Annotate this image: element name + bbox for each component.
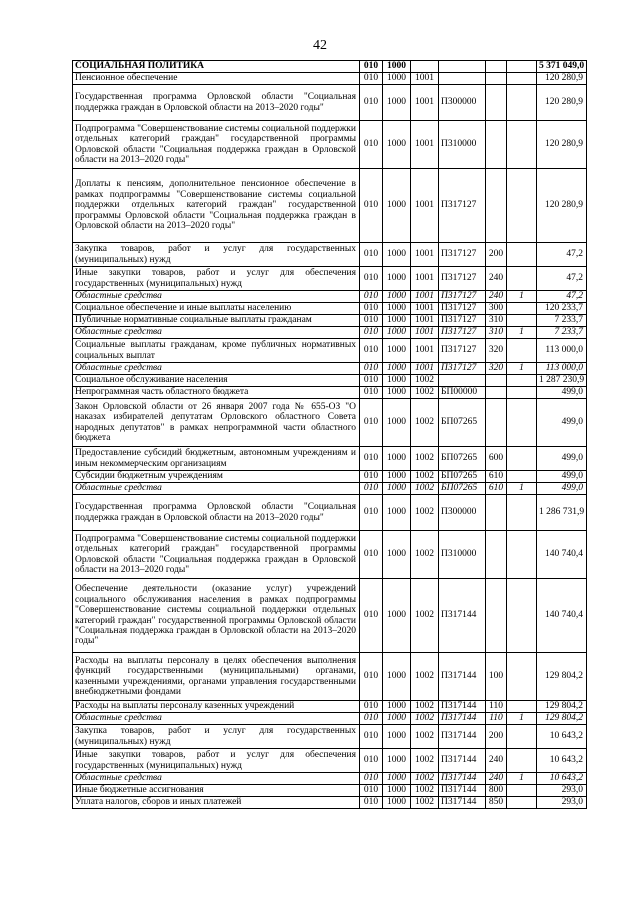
cell-name: Доплаты к пенсиям, дополнительное пенсионное обеспечение в рамках подпрограммы "Совершенствование системы социальной поддержки отдельных категорий граждан" государственной программы Орловской области "Социальная поддержка граждан в Орловской области на 2013–2020 годы" [73,169,360,243]
cell-pr: 1002 [411,531,439,579]
cell-sum: 499,0 [537,483,587,495]
cell-vr [486,61,507,73]
cell-name: Государственная программа Орловской области "Социальная поддержка граждан в Орловской области на 2013–2020 годы" [73,85,360,121]
cell-ist [507,471,537,483]
cell-name: Расходы на выплаты персоналу в целях обеспечения выполнения функций государственными (муниципальными) органами, казенными учреждениями, органами управления государственными внебюджетными фондами [73,653,360,701]
cell-csr: П317144 [439,701,486,713]
cell-rz: 1000 [383,387,411,399]
cell-rz: 1000 [383,483,411,495]
cell-rz: 1000 [383,531,411,579]
cell-vr [486,121,507,169]
cell-rz: 1000 [383,749,411,773]
cell-pr: 1002 [411,483,439,495]
cell-pr: 1002 [411,725,439,749]
table-row [73,399,587,447]
cell-csr: П310000 [439,531,486,579]
cell-vr: 240 [486,267,507,291]
cell-name: Иные закупки товаров, работ и услуг для обеспечения государственных (муниципальных) нужд [73,749,360,773]
cell-rz: 1000 [383,243,411,267]
cell-csr: П317127 [439,315,486,327]
cell-csr: БП07265 [439,399,486,447]
cell-pr: 1002 [411,447,439,471]
cell-csr: П317144 [439,653,486,701]
cell-ved: 010 [360,61,383,73]
table-row [73,653,587,701]
cell-name: Областные средства [73,483,360,495]
cell-csr: БП07265 [439,471,486,483]
cell-vr: 240 [486,291,507,303]
budget-table [72,60,587,809]
cell-vr: 320 [486,363,507,375]
cell-name: Социальное обеспечение и иные выплаты населению [73,303,360,315]
cell-vr: 320 [486,339,507,363]
cell-ist [507,797,537,809]
cell-ved: 010 [360,773,383,785]
cell-rz: 1000 [383,797,411,809]
cell-csr: П317127 [439,363,486,375]
cell-name: Областные средства [73,773,360,785]
cell-name: Публичные нормативные социальные выплаты гражданам [73,315,360,327]
cell-rz: 1000 [383,399,411,447]
cell-vr: 600 [486,447,507,471]
cell-pr: 1001 [411,267,439,291]
cell-pr: 1001 [411,121,439,169]
cell-pr: 1001 [411,303,439,315]
cell-rz: 1000 [383,303,411,315]
cell-csr: П317127 [439,303,486,315]
cell-ist: 1 [507,773,537,785]
cell-ved: 010 [360,243,383,267]
cell-ved: 010 [360,169,383,243]
cell-name: Областные средства [73,291,360,303]
cell-pr: 1001 [411,363,439,375]
cell-ved: 010 [360,797,383,809]
cell-name: Подпрограмма "Совершенствование системы социальной поддержки отдельных категорий граждан" государственной программы Орловской области "Социальная поддержка граждан в Орловской области на 2013–2020 годы" [73,531,360,579]
table-row [73,495,587,531]
table-row [73,483,587,495]
cell-csr: БП07265 [439,483,486,495]
cell-sum: 140 740,4 [537,531,587,579]
cell-sum: 120 280,9 [537,85,587,121]
cell-rz: 1000 [383,785,411,797]
cell-name: Иные закупки товаров, работ и услуг для обеспечения государственных (муниципальных) нужд [73,267,360,291]
cell-name: Областные средства [73,713,360,725]
cell-ved: 010 [360,749,383,773]
cell-pr: 1002 [411,701,439,713]
cell-ved: 010 [360,339,383,363]
cell-vr: 240 [486,749,507,773]
table-row [73,375,587,387]
cell-vr: 850 [486,797,507,809]
cell-name: Социальные выплаты гражданам, кроме публичных нормативных социальных выплат [73,339,360,363]
table-row [73,725,587,749]
cell-ved: 010 [360,327,383,339]
cell-sum: 47,2 [537,267,587,291]
cell-pr: 1002 [411,797,439,809]
cell-ist [507,653,537,701]
cell-name: Закупка товаров, работ и услуг для государственных (муниципальных) нужд [73,243,360,267]
cell-rz: 1000 [383,495,411,531]
table-row [73,797,587,809]
cell-sum: 47,2 [537,243,587,267]
cell-csr: П317127 [439,267,486,291]
cell-pr: 1002 [411,387,439,399]
cell-vr [486,495,507,531]
cell-sum: 120 233,7 [537,303,587,315]
cell-ist [507,579,537,653]
cell-ved: 010 [360,495,383,531]
cell-sum: 113 000,0 [537,363,587,375]
cell-pr: 1001 [411,73,439,85]
cell-rz: 1000 [383,85,411,121]
table-row [73,61,587,73]
cell-ist [507,303,537,315]
cell-sum: 129 804,2 [537,653,587,701]
cell-pr: 1002 [411,749,439,773]
cell-sum: 1 286 731,9 [537,495,587,531]
cell-sum: 120 280,9 [537,169,587,243]
cell-ved: 010 [360,387,383,399]
table-row [73,73,587,85]
cell-vr: 100 [486,653,507,701]
cell-csr: П317144 [439,579,486,653]
cell-csr: П317144 [439,785,486,797]
table-row [73,303,587,315]
cell-sum: 113 000,0 [537,339,587,363]
cell-ist [507,701,537,713]
cell-ist: 1 [507,327,537,339]
cell-name: Расходы на выплаты персоналу казенных учреждений [73,701,360,713]
table-row [73,471,587,483]
cell-name: Областные средства [73,327,360,339]
cell-csr [439,375,486,387]
cell-csr: П317144 [439,725,486,749]
table-row [73,85,587,121]
cell-ved: 010 [360,713,383,725]
cell-pr: 1002 [411,471,439,483]
cell-sum: 10 643,2 [537,749,587,773]
cell-pr: 1002 [411,653,439,701]
cell-rz: 1000 [383,339,411,363]
cell-rz: 1000 [383,315,411,327]
cell-sum: 140 740,4 [537,579,587,653]
cell-name: Государственная программа Орловской области "Социальная поддержка граждан в Орловской области на 2013–2020 годы" [73,495,360,531]
cell-ist [507,61,537,73]
table-row [73,713,587,725]
cell-ved: 010 [360,73,383,85]
cell-pr [411,61,439,73]
cell-vr [486,85,507,121]
table-row [73,327,587,339]
cell-name: Обеспечение деятельности (оказание услуг) учреждений социального обслуживания населения в рамках подпрограммы "Совершенствование системы социальной поддержки отдельных категорий граждан" государственной программы Орловской области "Социальная поддержка граждан в Орловской области на 2013–2020 годы" [73,579,360,653]
cell-sum: 5 371 049,0 [537,61,587,73]
cell-ist [507,725,537,749]
cell-ist [507,531,537,579]
table-row [73,363,587,375]
cell-vr [486,531,507,579]
cell-vr [486,375,507,387]
cell-ist [507,267,537,291]
cell-csr: П317127 [439,339,486,363]
cell-ist: 1 [507,713,537,725]
cell-name: Уплата налогов, сборов и иных платежей [73,797,360,809]
cell-csr: П317144 [439,797,486,809]
page-number: 42 [313,38,327,53]
cell-rz: 1000 [383,267,411,291]
cell-sum: 293,0 [537,797,587,809]
cell-vr: 110 [486,713,507,725]
cell-rz: 1000 [383,291,411,303]
cell-ist [507,85,537,121]
cell-ist [507,447,537,471]
cell-pr: 1002 [411,785,439,797]
cell-sum: 47,2 [537,291,587,303]
cell-ist: 1 [507,483,537,495]
cell-csr: П317144 [439,749,486,773]
cell-vr: 610 [486,483,507,495]
cell-rz: 1000 [383,375,411,387]
cell-rz: 1000 [383,773,411,785]
cell-sum: 499,0 [537,447,587,471]
cell-ved: 010 [360,85,383,121]
cell-vr: 240 [486,773,507,785]
cell-vr: 310 [486,327,507,339]
cell-ist: 1 [507,291,537,303]
cell-rz: 1000 [383,447,411,471]
cell-pr: 1002 [411,579,439,653]
cell-name: СОЦИАЛЬНАЯ ПОЛИТИКА [73,61,360,73]
cell-pr: 1001 [411,169,439,243]
cell-csr: П317127 [439,243,486,267]
cell-rz: 1000 [383,725,411,749]
cell-sum: 499,0 [537,471,587,483]
cell-sum: 293,0 [537,785,587,797]
cell-sum: 499,0 [537,387,587,399]
cell-pr: 1001 [411,327,439,339]
cell-csr: БП07265 [439,447,486,471]
cell-sum: 7 233,7 [537,327,587,339]
cell-ist [507,495,537,531]
cell-csr: П317144 [439,713,486,725]
cell-name: Подпрограмма "Совершенствование системы социальной поддержки отдельных категорий граждан" государственной программы Орловской области "Социальная поддержка граждан в Орловской области на 2013–2020 годы" [73,121,360,169]
cell-ved: 010 [360,531,383,579]
cell-vr: 110 [486,701,507,713]
cell-rz: 1000 [383,701,411,713]
table-row [73,749,587,773]
cell-ist [507,375,537,387]
cell-vr: 610 [486,471,507,483]
cell-rz: 1000 [383,327,411,339]
cell-sum: 129 804,2 [537,713,587,725]
cell-csr: П310000 [439,121,486,169]
cell-name: Закон Орловской области от 26 января 2007 года № 655-ОЗ "О наказах избирателей депутатам Орловского областного Совета народных депутатов" в рамках непрограммной части областного бюджета [73,399,360,447]
cell-ved: 010 [360,363,383,375]
cell-pr: 1002 [411,375,439,387]
cell-ist [507,169,537,243]
cell-rz: 1000 [383,653,411,701]
cell-vr [486,399,507,447]
cell-ist [507,749,537,773]
cell-pr: 1001 [411,85,439,121]
budget-table-body [73,61,587,809]
cell-vr [486,579,507,653]
cell-vr: 300 [486,303,507,315]
cell-ved: 010 [360,785,383,797]
cell-pr: 1001 [411,291,439,303]
cell-sum: 120 280,9 [537,121,587,169]
cell-vr: 200 [486,725,507,749]
table-row [73,387,587,399]
cell-rz: 1000 [383,73,411,85]
table-row [73,121,587,169]
cell-sum: 7 233,7 [537,315,587,327]
cell-vr [486,387,507,399]
table-row [73,701,587,713]
cell-pr: 1002 [411,495,439,531]
cell-ist [507,387,537,399]
cell-rz: 1000 [383,363,411,375]
cell-pr: 1002 [411,399,439,447]
cell-ved: 010 [360,483,383,495]
cell-vr [486,169,507,243]
cell-rz: 1000 [383,121,411,169]
cell-ved: 010 [360,267,383,291]
cell-pr: 1001 [411,243,439,267]
cell-sum: 10 643,2 [537,773,587,785]
cell-rz: 1000 [383,713,411,725]
table-row [73,579,587,653]
cell-name: Пенсионное обеспечение [73,73,360,85]
cell-ved: 010 [360,579,383,653]
cell-sum: 10 643,2 [537,725,587,749]
cell-rz: 1000 [383,471,411,483]
cell-rz: 1000 [383,579,411,653]
table-row [73,531,587,579]
table-row [73,773,587,785]
cell-ved: 010 [360,303,383,315]
cell-ved: 010 [360,375,383,387]
cell-ved: 010 [360,701,383,713]
table-row [73,339,587,363]
cell-ved: 010 [360,399,383,447]
cell-pr: 1001 [411,339,439,363]
cell-csr: П300000 [439,85,486,121]
cell-pr: 1001 [411,315,439,327]
cell-ist [507,399,537,447]
cell-name: Социальное обслуживание населения [73,375,360,387]
cell-sum: 129 804,2 [537,701,587,713]
cell-csr: П317127 [439,327,486,339]
table-row [73,243,587,267]
table-row [73,267,587,291]
cell-ved: 010 [360,291,383,303]
cell-name: Предоставление субсидий бюджетным, автономным учреждениям и иным некоммерческим организациям [73,447,360,471]
cell-ist [507,339,537,363]
cell-ved: 010 [360,471,383,483]
cell-pr: 1002 [411,713,439,725]
cell-pr: 1002 [411,773,439,785]
cell-name: Иные бюджетные ассигнования [73,785,360,797]
cell-vr: 200 [486,243,507,267]
table-row [73,785,587,797]
cell-ved: 010 [360,315,383,327]
cell-vr: 800 [486,785,507,797]
table-row [73,447,587,471]
cell-vr: 310 [486,315,507,327]
table-row [73,315,587,327]
cell-name: Областные средства [73,363,360,375]
cell-csr [439,61,486,73]
cell-csr: П317127 [439,169,486,243]
cell-ist [507,243,537,267]
table-row [73,291,587,303]
cell-ist: 1 [507,363,537,375]
cell-csr [439,73,486,85]
cell-csr: П317144 [439,773,486,785]
cell-name: Субсидии бюджетным учреждениям [73,471,360,483]
cell-ved: 010 [360,447,383,471]
cell-csr: БП00000 [439,387,486,399]
cell-name: Закупка товаров, работ и услуг для государственных (муниципальных) нужд [73,725,360,749]
cell-ist [507,315,537,327]
cell-csr: П300000 [439,495,486,531]
cell-sum: 1 287 230,9 [537,375,587,387]
cell-ist [507,785,537,797]
table-row [73,169,587,243]
cell-name: Непрограммная часть областного бюджета [73,387,360,399]
cell-ved: 010 [360,653,383,701]
cell-ved: 010 [360,725,383,749]
cell-rz: 1000 [383,169,411,243]
cell-vr [486,73,507,85]
cell-rz: 1000 [383,61,411,73]
cell-ved: 010 [360,121,383,169]
cell-ist [507,73,537,85]
cell-sum: 499,0 [537,399,587,447]
cell-ist [507,121,537,169]
cell-csr: П317127 [439,291,486,303]
cell-sum: 120 280,9 [537,73,587,85]
